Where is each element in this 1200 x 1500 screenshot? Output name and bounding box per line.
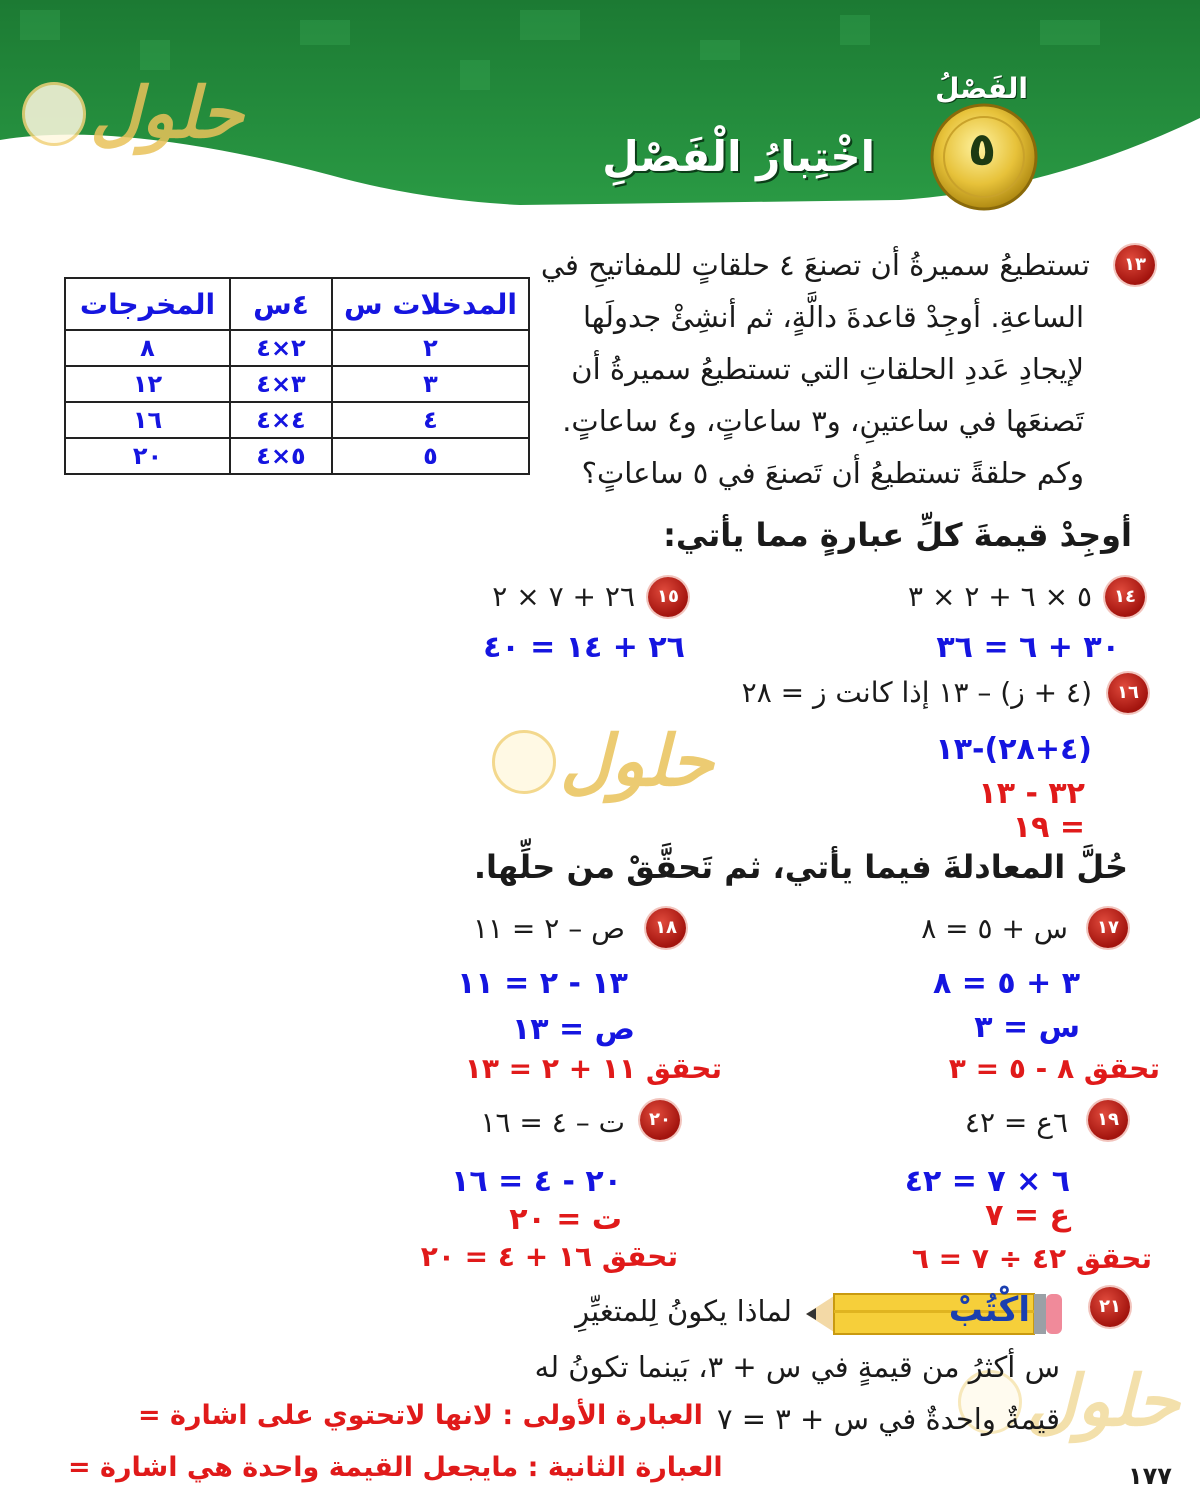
question-text-line: لإيجادِ عَددِ الحلقاتِ التي تستطيعُ سميرةُ أن [571,352,1084,386]
answer-line: ص = ١٣ [511,1012,635,1047]
question-text-line: لماذا يكونُ لِلمتغيِّرِ [575,1294,792,1328]
table-row [65,330,529,366]
table-row [65,402,529,438]
chapter-number: ٥ [967,122,997,176]
expression: (٤ + ز) – ١٣ إذا كانت ز = ٢٨ [741,676,1092,709]
table-cell: ٤×٤ [230,402,332,438]
answer-line: ٣ + ٥ = ٨ [933,966,1080,1001]
table-cell: ٢٠ [65,438,230,474]
answer-line: ٦ × ٧ = ٤٢ [904,1164,1070,1199]
page-title: اخْتِبارُ الْفَصْلِ [602,132,875,181]
expression: ت – ٤ = ١٦ [480,1106,625,1139]
answer-line: ٣٠ + ٦ = ٣٦ [936,630,1120,665]
section-heading: حُلَّ المعادلةَ فيما يأتي، ثم تَحقَّقْ من حلِّها. [473,848,1128,886]
table-cell: ٢×٤ [230,330,332,366]
expression: س + ٥ = ٨ [921,912,1068,945]
watermark-text: حلول [90,72,244,154]
question-text-line: وكم حلقةً تستطيعُ أن تَصنعَ في ٥ ساعاتٍ؟ [581,456,1084,490]
watermark-text: حلول [560,720,714,802]
answer-line: س = ٣ [974,1010,1080,1045]
watermark-text: حلول [1026,1360,1180,1442]
answer-line [68,1452,723,1483]
table-header-row [65,278,529,330]
table-cell: ٣ [332,366,529,402]
table-cell: ١٢ [65,366,230,402]
answer-line: ٢٦ + ١٤ = ٤٠ [483,630,685,665]
answer-line [138,1400,703,1431]
table-row [65,366,529,402]
question-number-badge: ٢٠ [640,1100,680,1140]
page-number: ١٧٧ [1128,1462,1172,1490]
question-text-line: س أكثرُ من قيمةٍ في س + ٣، بَينما تكونُ له [534,1350,1060,1384]
answer-line: ع = ٧ [985,1198,1070,1233]
answer-line: ٢٠ - ٤ = ١٦ [451,1164,622,1199]
chapter-label: الفَصْلُ [935,72,1028,105]
answer-line: ١٣ - ٢ = ١١ [457,966,628,1001]
question-number-badge: ١٦ [1108,673,1148,713]
table-header-cell: ٤س [230,278,332,330]
table-row [65,438,529,474]
watermark-circle-icon [22,82,86,146]
expression: ص – ٢ = ١١ [472,912,625,945]
question-number-badge: ١٤ [1105,577,1145,617]
answer-line: ت = ٢٠ [509,1202,622,1237]
table-cell: ٢ [332,330,529,366]
watermark-circle-icon [492,730,556,794]
question-text-line: قيمةٌ واحدةٌ في س + ٣ = ٧ [716,1402,1060,1436]
expression: ٦ع = ٤٢ [964,1106,1068,1139]
check-line: تحقق ٨ - ٥ = ٣ [948,1052,1160,1085]
expression: ٢٦ + ٧ × ٢ [492,580,635,613]
question-number-badge: ١٨ [646,908,686,948]
question-number-badge: ١٥ [648,577,688,617]
write-label: اكْتُبْ [948,1290,1030,1330]
answer-text: العبارة الأولى : لانها لاتحتوي على اشارة = [138,1400,703,1431]
question-number-badge: ٢١ [1090,1287,1130,1327]
answer-line: ٣٢ - ١٣ [978,776,1085,811]
answer-text: العبارة الثانية : مايجعل القيمة واحدة هي اشارة = [68,1452,723,1483]
question-number-badge: ١٣ [1115,245,1155,285]
question-number-badge: ١٩ [1088,1100,1128,1140]
table-cell: ٨ [65,330,230,366]
table-header-cell: المخرجات [65,278,230,330]
function-table [64,277,530,475]
answer-line: (٤+٢٨)-١٣ [935,732,1092,767]
check-line: تحقق ١٦ + ٤ = ٢٠ [420,1240,678,1273]
table-cell: ٥×٤ [230,438,332,474]
table-header-cell: المدخلات س [332,278,529,330]
table-cell: ٤ [332,402,529,438]
answer-line: = ١٩ [1012,810,1085,845]
table-cell: ٣×٤ [230,366,332,402]
section-heading: أوجِدْ قيمةَ كلِّ عبارةٍ مما يأتي: [663,516,1132,554]
question-text-line: تستطيعُ سميرةُ أن تصنعَ ٤ حلقاتٍ للمفاتيحِ في [540,248,1090,282]
table-cell: ٥ [332,438,529,474]
question-text-line: الساعةِ. أوجِدْ قاعدةَ دالَّةٍ، ثم أنشِئْ جدولَها [582,300,1084,334]
question-text-line: تَصنعَها في ساعتينِ، و٣ ساعاتٍ، و٤ ساعاتٍ. [562,404,1084,438]
check-line: تحقق ١١ + ٢ = ١٣ [464,1052,722,1085]
expression: ٥ × ٦ + ٢ × ٣ [908,580,1092,613]
table-cell: ١٦ [65,402,230,438]
check-line: تحقق ٤٢ ÷ ٧ = ٦ [911,1242,1152,1275]
question-number-badge: ١٧ [1088,908,1128,948]
